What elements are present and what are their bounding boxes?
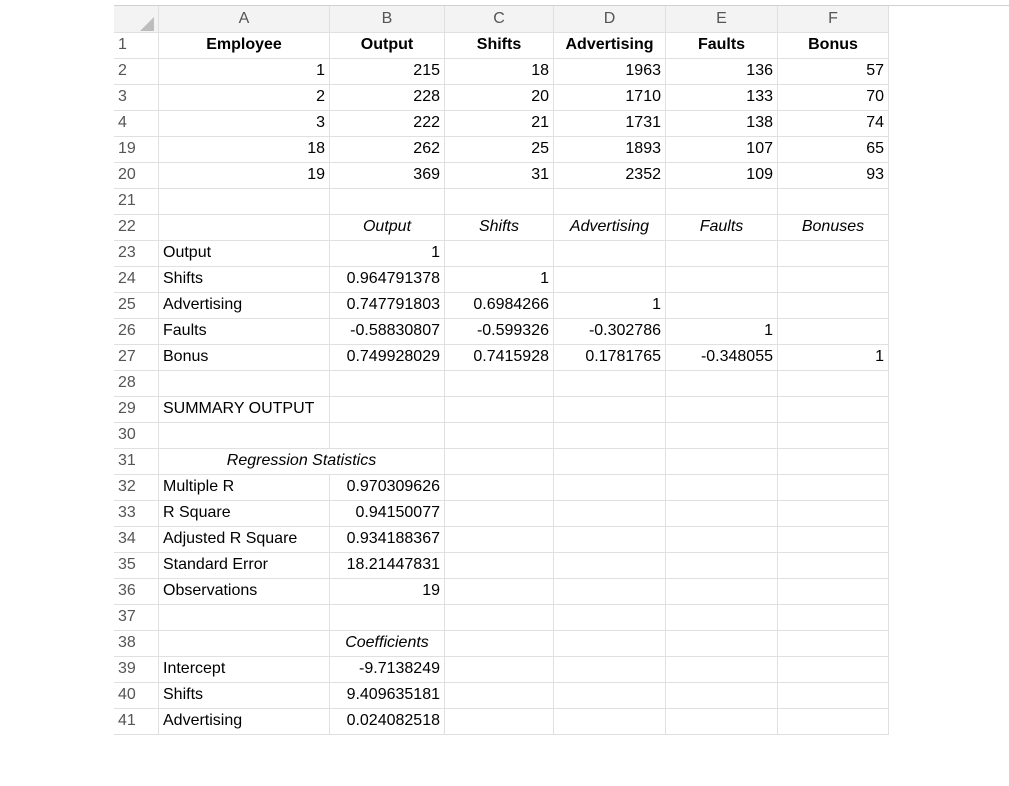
- cell-d34[interactable]: [554, 526, 666, 552]
- cell-b23[interactable]: 1: [330, 240, 445, 266]
- cell-d20[interactable]: 2352: [554, 162, 666, 188]
- cell-f23[interactable]: [778, 240, 889, 266]
- cell-e4[interactable]: 138: [666, 110, 778, 136]
- cell-a26[interactable]: Faults: [159, 318, 330, 344]
- row-header[interactable]: 35: [114, 552, 159, 578]
- cell-e21[interactable]: [666, 188, 778, 214]
- sheet-row: [114, 136, 889, 162]
- sheet-row: [114, 84, 889, 110]
- cell-f36[interactable]: [778, 578, 889, 604]
- cell-a3[interactable]: 2: [159, 84, 330, 110]
- column-header-d[interactable]: D: [554, 6, 666, 32]
- row-header[interactable]: 22: [114, 214, 159, 240]
- cell-c25[interactable]: 0.6984266: [445, 292, 554, 318]
- sheet-row: [114, 292, 889, 318]
- cell-d23[interactable]: [554, 240, 666, 266]
- cell-e3[interactable]: 133: [666, 84, 778, 110]
- row-header[interactable]: 1: [114, 32, 159, 58]
- row-header[interactable]: 41: [114, 708, 159, 734]
- cell-a36[interactable]: Observations: [159, 578, 330, 604]
- row-header[interactable]: 40: [114, 682, 159, 708]
- cell-b29[interactable]: [330, 396, 445, 422]
- cell-e32[interactable]: [666, 474, 778, 500]
- cell-e34[interactable]: [666, 526, 778, 552]
- row-header[interactable]: 33: [114, 500, 159, 526]
- cell-d28[interactable]: [554, 370, 666, 396]
- select-all-triangle-icon: [140, 17, 154, 31]
- cell-b32[interactable]: 0.970309626: [330, 474, 445, 500]
- row-header[interactable]: 25: [114, 292, 159, 318]
- cell-f3[interactable]: 70: [778, 84, 889, 110]
- column-header-a[interactable]: A: [159, 6, 330, 32]
- row-header[interactable]: 32: [114, 474, 159, 500]
- cell-e31[interactable]: [666, 448, 778, 474]
- cell-c22[interactable]: Shifts: [445, 214, 554, 240]
- column-header-e[interactable]: E: [666, 6, 778, 32]
- sheet-row: [114, 682, 889, 708]
- cell-f22[interactable]: Bonuses: [778, 214, 889, 240]
- cell-a41[interactable]: Advertising: [159, 708, 330, 734]
- sheet-row: [114, 422, 889, 448]
- cell-d40[interactable]: [554, 682, 666, 708]
- cell-c1[interactable]: Shifts: [445, 32, 554, 58]
- row-header[interactable]: 23: [114, 240, 159, 266]
- cell-d33[interactable]: [554, 500, 666, 526]
- cell-c27[interactable]: 0.7415928: [445, 344, 554, 370]
- cell-e27[interactable]: -0.348055: [666, 344, 778, 370]
- cell-a33[interactable]: R Square: [159, 500, 330, 526]
- cell-d41[interactable]: [554, 708, 666, 734]
- cell-f38[interactable]: [778, 630, 889, 656]
- cell-a1[interactable]: Employee: [159, 32, 330, 58]
- cell-b30[interactable]: [330, 422, 445, 448]
- sheet-row: [114, 578, 889, 604]
- cell-d39[interactable]: [554, 656, 666, 682]
- cell-c35[interactable]: [445, 552, 554, 578]
- cell-e22[interactable]: Faults: [666, 214, 778, 240]
- cell-a38[interactable]: [159, 630, 330, 656]
- cell-e36[interactable]: [666, 578, 778, 604]
- cell-f35[interactable]: [778, 552, 889, 578]
- cell-e28[interactable]: [666, 370, 778, 396]
- cell-d35[interactable]: [554, 552, 666, 578]
- cell-f28[interactable]: [778, 370, 889, 396]
- cell-b36[interactable]: 19: [330, 578, 445, 604]
- sheet-row: [114, 448, 889, 474]
- sheet-row: [114, 214, 889, 240]
- cell-b3[interactable]: 228: [330, 84, 445, 110]
- row-header[interactable]: 4: [114, 110, 159, 136]
- cell-e20[interactable]: 109: [666, 162, 778, 188]
- cell-a30[interactable]: [159, 422, 330, 448]
- cell-d2[interactable]: 1963: [554, 58, 666, 84]
- cell-c3[interactable]: 20: [445, 84, 554, 110]
- cell-e41[interactable]: [666, 708, 778, 734]
- cell-a35[interactable]: Standard Error: [159, 552, 330, 578]
- cell-d21[interactable]: [554, 188, 666, 214]
- cell-d25[interactable]: 1: [554, 292, 666, 318]
- cell-c29[interactable]: [445, 396, 554, 422]
- cell-e29[interactable]: [666, 396, 778, 422]
- row-header[interactable]: 34: [114, 526, 159, 552]
- row-header[interactable]: 37: [114, 604, 159, 630]
- cell-c30[interactable]: [445, 422, 554, 448]
- cell-d1[interactable]: Advertising: [554, 32, 666, 58]
- cell-f26[interactable]: [778, 318, 889, 344]
- row-header[interactable]: 36: [114, 578, 159, 604]
- sheet-row: [114, 318, 889, 344]
- cell-b28[interactable]: [330, 370, 445, 396]
- cell-d27[interactable]: 0.1781765: [554, 344, 666, 370]
- cell-f31[interactable]: [778, 448, 889, 474]
- cell-b19[interactable]: 262: [330, 136, 445, 162]
- row-header[interactable]: 21: [114, 188, 159, 214]
- cell-f30[interactable]: [778, 422, 889, 448]
- cell-a27[interactable]: Bonus: [159, 344, 330, 370]
- cell-c4[interactable]: 21: [445, 110, 554, 136]
- cell-e38[interactable]: [666, 630, 778, 656]
- cell-e2[interactable]: 136: [666, 58, 778, 84]
- cell-b25[interactable]: 0.747791803: [330, 292, 445, 318]
- cell-d31[interactable]: [554, 448, 666, 474]
- cell-c2[interactable]: 18: [445, 58, 554, 84]
- sheet-row: [114, 240, 889, 266]
- sheet-row: [114, 370, 889, 396]
- cell-d30[interactable]: [554, 422, 666, 448]
- cell-d32[interactable]: [554, 474, 666, 500]
- row-header[interactable]: 38: [114, 630, 159, 656]
- cell-b34[interactable]: 0.934188367: [330, 526, 445, 552]
- cell-c33[interactable]: [445, 500, 554, 526]
- cell-e26[interactable]: 1: [666, 318, 778, 344]
- cell-f25[interactable]: [778, 292, 889, 318]
- cell-c40[interactable]: [445, 682, 554, 708]
- cell-f19[interactable]: 65: [778, 136, 889, 162]
- sheet-row: [114, 396, 889, 422]
- cell-f29[interactable]: [778, 396, 889, 422]
- cell-f41[interactable]: [778, 708, 889, 734]
- cell-b40[interactable]: 9.409635181: [330, 682, 445, 708]
- cell-c31[interactable]: [445, 448, 554, 474]
- cell-e39[interactable]: [666, 656, 778, 682]
- cell-c41[interactable]: [445, 708, 554, 734]
- sheet-row: [114, 32, 889, 58]
- cell-b22[interactable]: Output: [330, 214, 445, 240]
- sheet-row: [114, 604, 889, 630]
- cell-e25[interactable]: [666, 292, 778, 318]
- cell-e24[interactable]: [666, 266, 778, 292]
- cell-a23[interactable]: Output: [159, 240, 330, 266]
- cell-f20[interactable]: 93: [778, 162, 889, 188]
- cell-a2[interactable]: 1: [159, 58, 330, 84]
- cell-a40[interactable]: Shifts: [159, 682, 330, 708]
- cell-f33[interactable]: [778, 500, 889, 526]
- cell-c20[interactable]: 31: [445, 162, 554, 188]
- cell-b41[interactable]: 0.024082518: [330, 708, 445, 734]
- column-header-c[interactable]: C: [445, 6, 554, 32]
- row-header[interactable]: 19: [114, 136, 159, 162]
- sheet-row: [114, 344, 889, 370]
- cell-b33[interactable]: 0.94150077: [330, 500, 445, 526]
- row-header[interactable]: 29: [114, 396, 159, 422]
- cell-e40[interactable]: [666, 682, 778, 708]
- cell-f24[interactable]: [778, 266, 889, 292]
- cell-b39[interactable]: -9.7138249: [330, 656, 445, 682]
- cell-c21[interactable]: [445, 188, 554, 214]
- cell-e23[interactable]: [666, 240, 778, 266]
- cell-b21[interactable]: [330, 188, 445, 214]
- cell-c23[interactable]: [445, 240, 554, 266]
- cell-b38[interactable]: Coefficients: [330, 630, 445, 656]
- cell-a4[interactable]: 3: [159, 110, 330, 136]
- cell-a19[interactable]: 18: [159, 136, 330, 162]
- cell-d24[interactable]: [554, 266, 666, 292]
- column-header-b[interactable]: B: [330, 6, 445, 32]
- cell-d22[interactable]: Advertising: [554, 214, 666, 240]
- sheet-row: [114, 552, 889, 578]
- spreadsheet-grid[interactable]: [114, 6, 895, 781]
- cell-c36[interactable]: [445, 578, 554, 604]
- cell-a29[interactable]: SUMMARY OUTPUT: [159, 396, 330, 422]
- cell-c32[interactable]: [445, 474, 554, 500]
- cell-c37[interactable]: [445, 604, 554, 630]
- sheet-row: [114, 500, 889, 526]
- cell-d38[interactable]: [554, 630, 666, 656]
- cell-d37[interactable]: [554, 604, 666, 630]
- cell-c28[interactable]: [445, 370, 554, 396]
- cell-a37[interactable]: [159, 604, 330, 630]
- row-header[interactable]: 3: [114, 84, 159, 110]
- cell-d3[interactable]: 1710: [554, 84, 666, 110]
- sheet-row: [114, 708, 889, 734]
- cell-a24[interactable]: Shifts: [159, 266, 330, 292]
- cell-f2[interactable]: 57: [778, 58, 889, 84]
- cell-b1[interactable]: Output: [330, 32, 445, 58]
- cell-b26[interactable]: -0.58830807: [330, 318, 445, 344]
- cell-a31[interactable]: Regression Statistics: [159, 448, 445, 474]
- cell-c24[interactable]: 1: [445, 266, 554, 292]
- cell-a39[interactable]: Intercept: [159, 656, 330, 682]
- cell-f39[interactable]: [778, 656, 889, 682]
- cell-c39[interactable]: [445, 656, 554, 682]
- sheet-row: [114, 162, 889, 188]
- row-header[interactable]: 20: [114, 162, 159, 188]
- row-header[interactable]: 30: [114, 422, 159, 448]
- cell-f34[interactable]: [778, 526, 889, 552]
- cell-f32[interactable]: [778, 474, 889, 500]
- cell-d26[interactable]: -0.302786: [554, 318, 666, 344]
- row-header[interactable]: 39: [114, 656, 159, 682]
- cell-e19[interactable]: 107: [666, 136, 778, 162]
- cell-f4[interactable]: 74: [778, 110, 889, 136]
- row-header[interactable]: 24: [114, 266, 159, 292]
- cell-b35[interactable]: 18.21447831: [330, 552, 445, 578]
- cell-f37[interactable]: [778, 604, 889, 630]
- cell-c26[interactable]: -0.599326: [445, 318, 554, 344]
- cell-f21[interactable]: [778, 188, 889, 214]
- row-header[interactable]: 28: [114, 370, 159, 396]
- cell-d19[interactable]: 1893: [554, 136, 666, 162]
- cell-d4[interactable]: 1731: [554, 110, 666, 136]
- cell-a25[interactable]: Advertising: [159, 292, 330, 318]
- cell-f40[interactable]: [778, 682, 889, 708]
- cell-a20[interactable]: 19: [159, 162, 330, 188]
- column-header-f[interactable]: F: [778, 6, 889, 32]
- cell-a32[interactable]: Multiple R: [159, 474, 330, 500]
- sheet-row: [114, 110, 889, 136]
- sheet-row: [114, 526, 889, 552]
- select-all-corner[interactable]: [114, 6, 159, 32]
- cell-e1[interactable]: Faults: [666, 32, 778, 58]
- row-header[interactable]: 2: [114, 58, 159, 84]
- sheet-row: [114, 188, 889, 214]
- cell-e35[interactable]: [666, 552, 778, 578]
- sheet-row: [114, 630, 889, 656]
- cell-f1[interactable]: Bonus: [778, 32, 889, 58]
- cell-b27[interactable]: 0.749928029: [330, 344, 445, 370]
- cell-b20[interactable]: 369: [330, 162, 445, 188]
- row-header[interactable]: 26: [114, 318, 159, 344]
- cell-e30[interactable]: [666, 422, 778, 448]
- cell-f27[interactable]: 1: [778, 344, 889, 370]
- cell-d36[interactable]: [554, 578, 666, 604]
- cell-b24[interactable]: 0.964791378: [330, 266, 445, 292]
- sheet-row: [114, 266, 889, 292]
- column-header-row: [114, 6, 889, 32]
- cell-c34[interactable]: [445, 526, 554, 552]
- cell-a21[interactable]: [159, 188, 330, 214]
- cell-c19[interactable]: 25: [445, 136, 554, 162]
- cell-d29[interactable]: [554, 396, 666, 422]
- sheet-row: [114, 656, 889, 682]
- sheet-row: [114, 58, 889, 84]
- cell-e33[interactable]: [666, 500, 778, 526]
- cell-b2[interactable]: 215: [330, 58, 445, 84]
- cell-e37[interactable]: [666, 604, 778, 630]
- cell-b37[interactable]: [330, 604, 445, 630]
- cell-a28[interactable]: [159, 370, 330, 396]
- cell-c38[interactable]: [445, 630, 554, 656]
- cell-a34[interactable]: Adjusted R Square: [159, 526, 330, 552]
- cell-b4[interactable]: 222: [330, 110, 445, 136]
- row-header[interactable]: 27: [114, 344, 159, 370]
- row-header[interactable]: 31: [114, 448, 159, 474]
- cell-a22[interactable]: [159, 214, 330, 240]
- sheet-row: [114, 474, 889, 500]
